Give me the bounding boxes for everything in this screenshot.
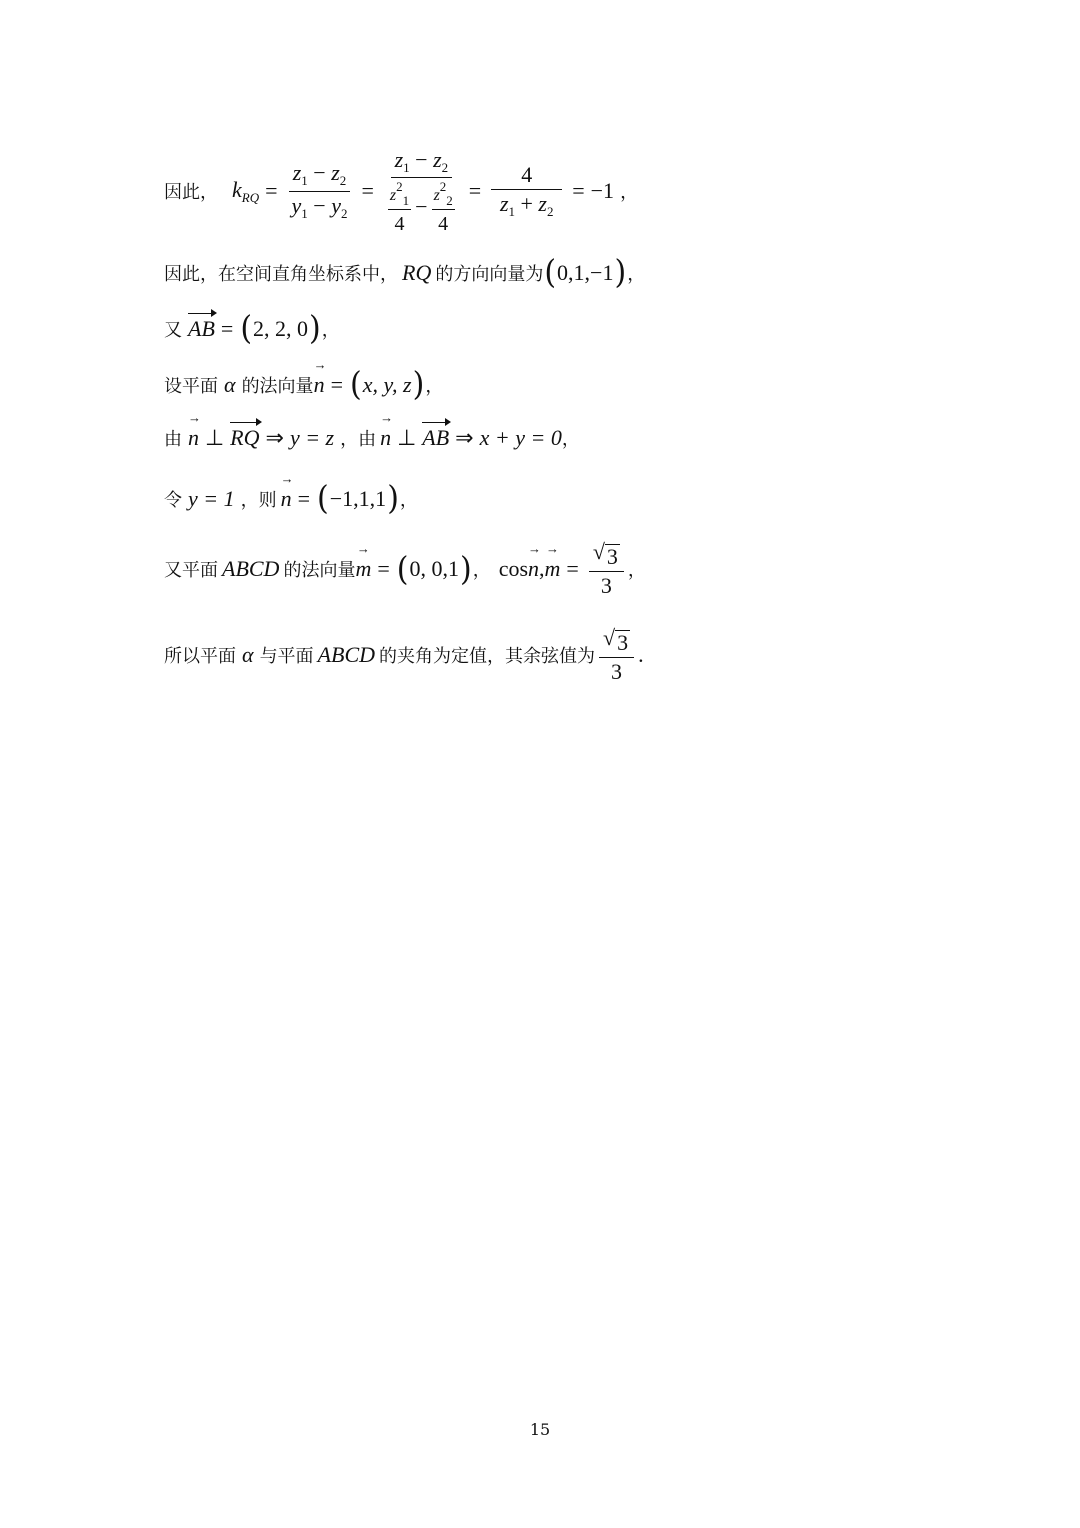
- vector-ab-line: 又 AB = ( 2, 2, 0 ) ，: [164, 309, 340, 348]
- cos-line: 又平面 ABCD 的法向量 m → = ( 0, 0,1 ) ， cos n → , m → = √ 3 3 ，: [164, 540, 646, 598]
- perpendicular-line: 由 n → ⊥ RQ ⇒ y = z ，由 n → ⊥ AB ⇒ x + y = 0 ，: [164, 425, 580, 451]
- fraction-squares: $z_1 - z_2$ $\frac{z^2_1}{4}$ − $\frac{z^2_2}{4}$: [389, 147, 453, 236]
- prefix-text: 因此，: [164, 182, 218, 204]
- cos-value: √ 3 3: [589, 540, 624, 598]
- vector-n: n →: [314, 372, 325, 398]
- let-y-line: 令 y = 1 ，则 n → = ( −1,1,1 ) ，: [164, 481, 418, 516]
- page-number: 15: [529, 1420, 551, 1439]
- fraction-four: $\frac{4}{z_1 + z_2}$: [491, 163, 562, 219]
- normal-vector-line: 设平面 α 的法向量 n → = ( x, y, z ) ，: [164, 367, 443, 402]
- fraction-diff: $\frac{z_1 - z_2}{y_1 - y_2}$: [288, 161, 352, 221]
- rq-label: RQ: [402, 259, 432, 285]
- conclusion-line: 所以平面 α 与平面 ABCD 的夹角为定值，其余弦值为 √ 3 3 .: [164, 625, 644, 685]
- result-value: −1: [590, 178, 615, 204]
- direction-vector: 0,1,−1: [557, 259, 614, 285]
- vector-ab: AB: [188, 315, 215, 341]
- vector-m: m →: [355, 556, 371, 582]
- cosine-value: √ 3 3: [599, 626, 634, 684]
- slope-symbol: $k_{RQ}$: [232, 176, 260, 205]
- formula-slope-line: 因此， $k_{RQ}$ = $\frac{z_1 - z_2}{y_1 - y_2}$ = $z_1 - z_2$ $\frac{z^2_1}{4}$ − $\frac{z^2_2}{4}$ = $\frac{4}{z_1 + z_2}$ = −1 ，: [164, 147, 639, 236]
- direction-vector-line: 因此，在空间直角坐标系中， RQ 的方向向量为 ( 0,1,−1 ) ，: [164, 253, 646, 292]
